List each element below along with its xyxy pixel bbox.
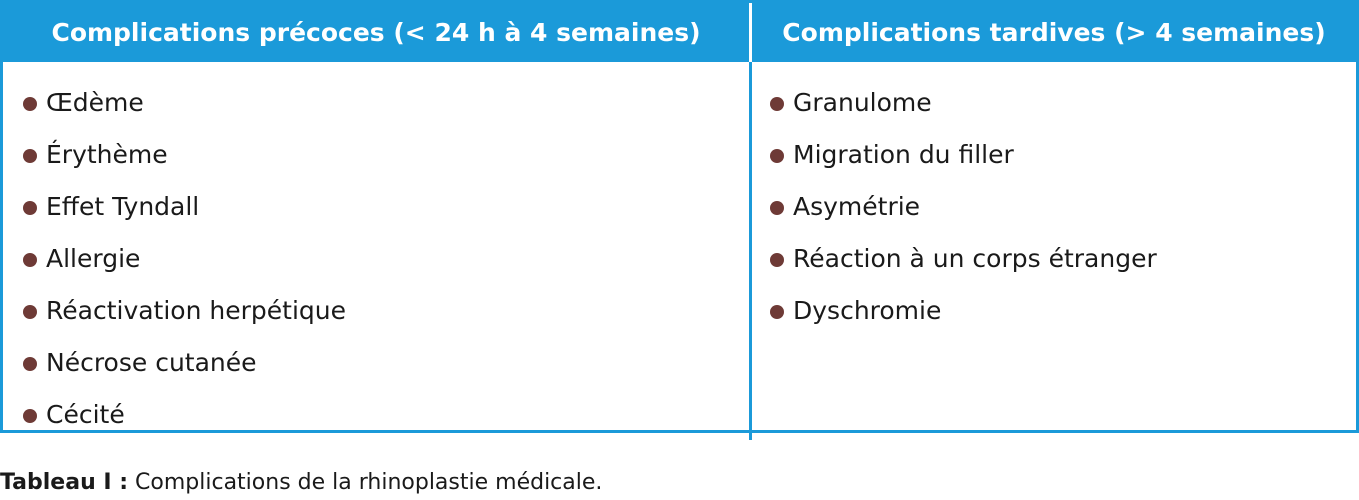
late-complications-cell <box>752 62 1356 440</box>
list-item-label: Érythème <box>46 139 168 169</box>
list-item <box>23 232 749 284</box>
bullet-icon <box>23 409 37 423</box>
list-item <box>23 284 749 336</box>
bullet-icon <box>770 305 784 319</box>
list-item-label: Œdème <box>46 87 144 117</box>
list-item <box>23 128 749 180</box>
bullet-icon <box>770 149 784 163</box>
bullet-icon <box>23 253 37 267</box>
list-item-label: Migration du filler <box>793 139 1014 169</box>
list-item <box>23 76 749 128</box>
bullet-icon <box>23 149 37 163</box>
list-item-label: Réaction à un corps étranger <box>793 243 1157 273</box>
early-complications-cell <box>3 62 752 440</box>
list-item-label: Asymétrie <box>793 191 921 221</box>
list-item <box>770 180 1356 232</box>
list-item <box>23 388 749 440</box>
early-complications-list <box>23 76 749 440</box>
bullet-icon <box>770 201 784 215</box>
list-item <box>770 76 1356 128</box>
header-late-complications: Complications tardives (> 4 semaines) <box>752 3 1356 62</box>
list-item-label: Allergie <box>46 243 141 273</box>
list-item-label: Dyschromie <box>793 295 942 325</box>
bullet-icon <box>23 305 37 319</box>
list-item <box>770 128 1356 180</box>
late-complications-list <box>770 76 1356 336</box>
list-item-label: Cécité <box>46 399 125 429</box>
caption-text: Complications de la rhinoplastie médicale. <box>128 470 603 495</box>
list-item <box>770 284 1356 336</box>
list-item <box>23 336 749 388</box>
bullet-icon <box>23 357 37 371</box>
caption-label: Tableau I : <box>0 470 129 495</box>
bullet-icon <box>770 253 784 267</box>
list-item-label: Réactivation herpétique <box>46 295 346 325</box>
table-caption <box>0 468 602 498</box>
list-item-label: Granulome <box>793 87 932 117</box>
list-item <box>770 232 1356 284</box>
list-item <box>23 180 749 232</box>
list-item-label: Effet Tyndall <box>46 191 200 221</box>
list-item-label: Nécrose cutanée <box>46 347 257 377</box>
header-early-complications: Complications précoces (< 24 h à 4 semaines) <box>3 3 752 62</box>
bullet-icon <box>23 97 37 111</box>
bullet-icon <box>23 201 37 215</box>
bullet-icon <box>770 97 784 111</box>
